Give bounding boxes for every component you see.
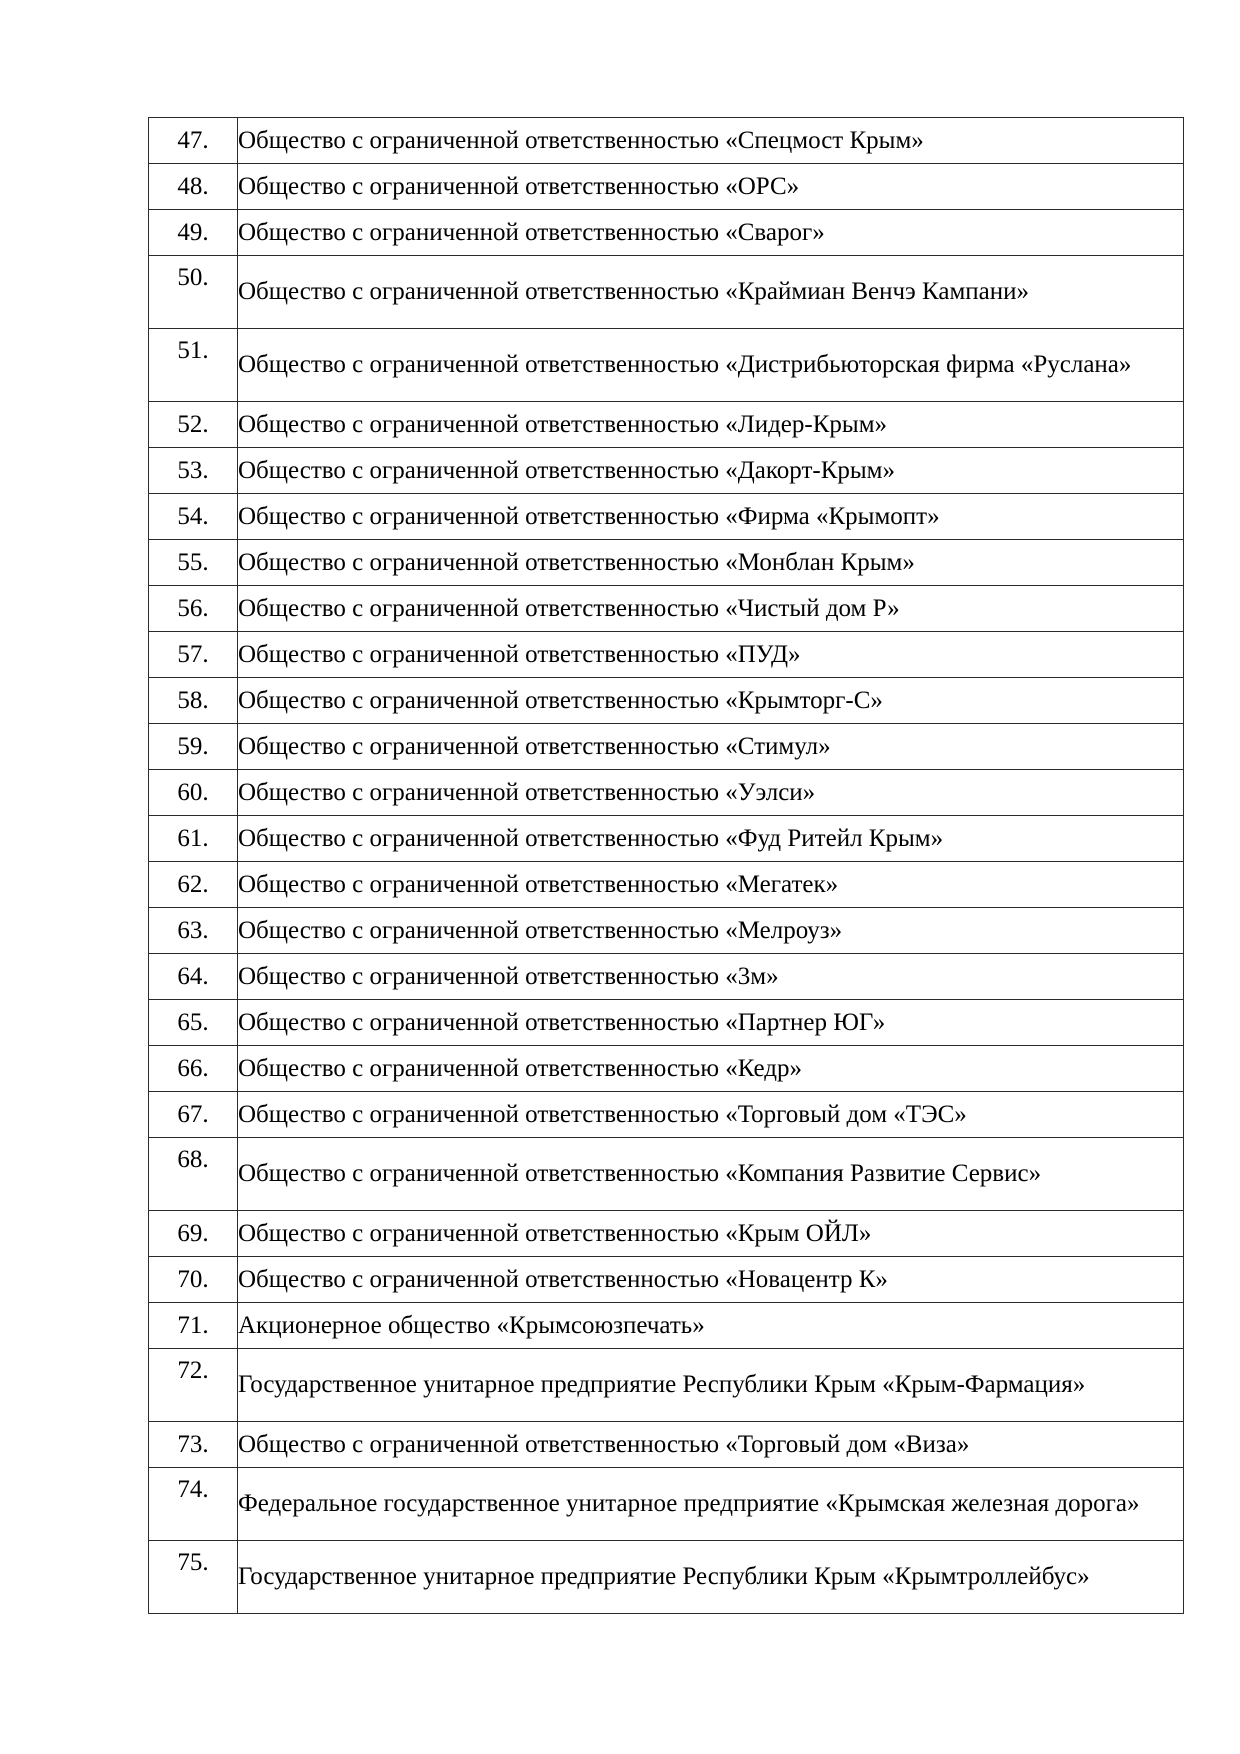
organization-name-cell: Общество с ограниченной ответственностью «Спецмост Крым» [238, 118, 1184, 164]
row-number-cell: 68. [149, 1138, 238, 1211]
organization-name-cell: Общество с ограниченной ответственностью «Новацентр К» [238, 1257, 1184, 1303]
table-row [149, 1468, 1184, 1541]
table-row [149, 1046, 1184, 1092]
table-row [149, 1138, 1184, 1211]
row-number-cell: 47. [149, 118, 238, 164]
organization-name-cell: Общество с ограниченной ответственностью «Мелроуз» [238, 908, 1184, 954]
row-number-cell: 72. [149, 1349, 238, 1422]
organization-name-cell: Общество с ограниченной ответственностью «3м» [238, 954, 1184, 1000]
table-row [149, 329, 1184, 402]
organization-name-cell: Общество с ограниченной ответственностью «Крымторг-С» [238, 678, 1184, 724]
table-row [149, 770, 1184, 816]
table-row [149, 1422, 1184, 1468]
table-row [149, 908, 1184, 954]
organization-name-cell: Общество с ограниченной ответственностью «Дистрибьюторская фирма «Руслана» [238, 329, 1184, 402]
row-number-cell: 69. [149, 1211, 238, 1257]
organization-name-cell: Общество с ограниченной ответственностью «Краймиан Венчэ Кампани» [238, 256, 1184, 329]
organization-name-cell: Общество с ограниченной ответственностью «Компания Развитие Сервис» [238, 1138, 1184, 1211]
row-number-cell: 58. [149, 678, 238, 724]
row-number-cell: 59. [149, 724, 238, 770]
table-row [149, 494, 1184, 540]
organization-name-cell: Общество с ограниченной ответственностью «Стимул» [238, 724, 1184, 770]
row-number-cell: 67. [149, 1092, 238, 1138]
table-row [149, 1092, 1184, 1138]
row-number-cell: 70. [149, 1257, 238, 1303]
table-row [149, 724, 1184, 770]
organization-name-cell: Общество с ограниченной ответственностью «Торговый дом «Виза» [238, 1422, 1184, 1468]
row-number-cell: 62. [149, 862, 238, 908]
row-number-cell: 65. [149, 1000, 238, 1046]
table-row [149, 632, 1184, 678]
row-number-cell: 73. [149, 1422, 238, 1468]
row-number-cell: 50. [149, 256, 238, 329]
row-number-cell: 51. [149, 329, 238, 402]
row-number-cell: 55. [149, 540, 238, 586]
table-row [149, 678, 1184, 724]
row-number-cell: 63. [149, 908, 238, 954]
organizations-table [148, 117, 1184, 1614]
row-number-cell: 75. [149, 1541, 238, 1614]
table-row [149, 1211, 1184, 1257]
table-row [149, 586, 1184, 632]
organizations-table-body [149, 118, 1184, 1614]
table-row [149, 1303, 1184, 1349]
organization-name-cell: Общество с ограниченной ответственностью «Крым ОЙЛ» [238, 1211, 1184, 1257]
table-row [149, 118, 1184, 164]
organization-name-cell: Общество с ограниченной ответственностью «Лидер-Крым» [238, 402, 1184, 448]
table-row [149, 210, 1184, 256]
row-number-cell: 66. [149, 1046, 238, 1092]
organization-name-cell: Общество с ограниченной ответственностью «Чистый дом Р» [238, 586, 1184, 632]
table-row [149, 256, 1184, 329]
organization-name-cell: Государственное унитарное предприятие Республики Крым «Крым-Фармация» [238, 1349, 1184, 1422]
row-number-cell: 54. [149, 494, 238, 540]
organization-name-cell: Государственное унитарное предприятие Республики Крым «Крымтроллейбус» [238, 1541, 1184, 1614]
organization-name-cell: Общество с ограниченной ответственностью «Фуд Ритейл Крым» [238, 816, 1184, 862]
table-row [149, 816, 1184, 862]
row-number-cell: 56. [149, 586, 238, 632]
row-number-cell: 60. [149, 770, 238, 816]
organization-name-cell: Акционерное общество «Крымсоюзпечать» [238, 1303, 1184, 1349]
table-row [149, 1000, 1184, 1046]
organization-name-cell: Общество с ограниченной ответственностью «ПУД» [238, 632, 1184, 678]
organization-name-cell: Общество с ограниченной ответственностью «ОРС» [238, 164, 1184, 210]
table-row [149, 1541, 1184, 1614]
organization-name-cell: Общество с ограниченной ответственностью «Монблан Крым» [238, 540, 1184, 586]
row-number-cell: 71. [149, 1303, 238, 1349]
table-row [149, 540, 1184, 586]
table-row [149, 862, 1184, 908]
table-row [149, 954, 1184, 1000]
organization-name-cell: Федеральное государственное унитарное предприятие «Крымская железная дорога» [238, 1468, 1184, 1541]
table-row [149, 448, 1184, 494]
organization-name-cell: Общество с ограниченной ответственностью «Мегатек» [238, 862, 1184, 908]
organization-name-cell: Общество с ограниченной ответственностью «Торговый дом «ТЭС» [238, 1092, 1184, 1138]
row-number-cell: 57. [149, 632, 238, 678]
row-number-cell: 52. [149, 402, 238, 448]
row-number-cell: 49. [149, 210, 238, 256]
row-number-cell: 64. [149, 954, 238, 1000]
organization-name-cell: Общество с ограниченной ответственностью «Кедр» [238, 1046, 1184, 1092]
table-row [149, 402, 1184, 448]
table-row [149, 164, 1184, 210]
organization-name-cell: Общество с ограниченной ответственностью «Сварог» [238, 210, 1184, 256]
row-number-cell: 74. [149, 1468, 238, 1541]
organization-name-cell: Общество с ограниченной ответственностью «Дакорт-Крым» [238, 448, 1184, 494]
row-number-cell: 48. [149, 164, 238, 210]
organization-name-cell: Общество с ограниченной ответственностью «Уэлси» [238, 770, 1184, 816]
organization-name-cell: Общество с ограниченной ответственностью «Партнер ЮГ» [238, 1000, 1184, 1046]
table-row [149, 1257, 1184, 1303]
row-number-cell: 53. [149, 448, 238, 494]
row-number-cell: 61. [149, 816, 238, 862]
table-row [149, 1349, 1184, 1422]
organization-name-cell: Общество с ограниченной ответственностью «Фирма «Крымопт» [238, 494, 1184, 540]
